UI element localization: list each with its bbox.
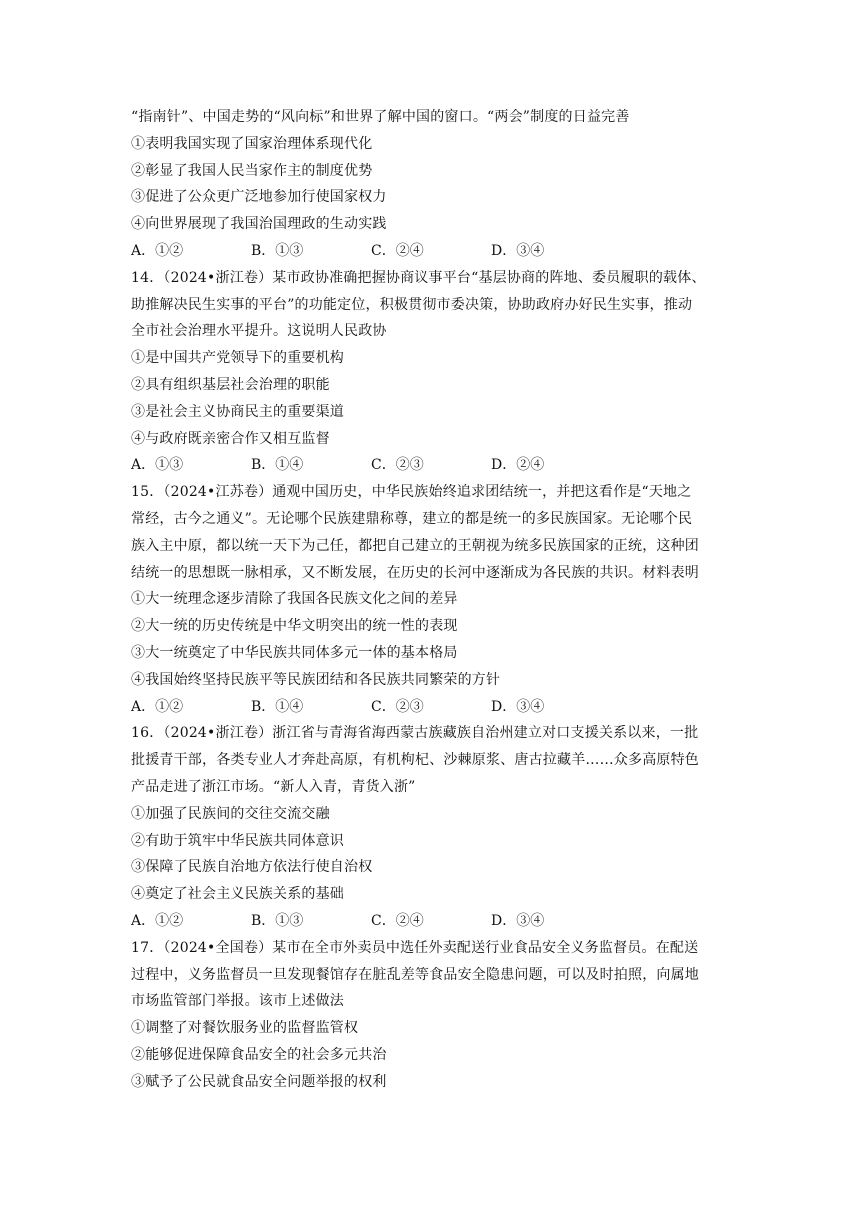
question-stem-line: 批援青干部，各类专业人才奔赴高原，有机枸杞、沙棘原浆、唐古拉藏羊……众多高原特色	[131, 752, 699, 769]
option-line: ②有助于筑牢中华民族共同体意识	[131, 832, 344, 849]
choice-a: A．①②	[131, 242, 184, 259]
option-line: ③是社会主义协商民主的重要渠道	[131, 403, 344, 420]
option-line: ③赋予了公民就食品安全问题举报的权利	[131, 1073, 387, 1090]
answer-choices	[131, 694, 731, 721]
choice-c: C．②③	[371, 457, 424, 474]
question-stem-line: 产品走进了浙江市场。“新人入青，青货入浙”	[131, 778, 416, 795]
answer-choices	[131, 452, 731, 479]
option-line: ④向世界展现了我国治国理政的生动实践	[131, 216, 387, 233]
choice-a: A．①②	[131, 698, 184, 715]
option-line: ①调整了对餐饮服务业的监督监管权	[131, 1020, 359, 1037]
option-line: ④我国始终坚持民族平等民族团结和各民族共同繁荣的方针	[131, 671, 501, 688]
question-stem-line: 市场监管部门举报。该市上述做法	[131, 993, 344, 1010]
question-stem-line: 15．（2024•江苏卷）通观中国历史，中华民族始终追求团结统一，并把这看作是“天地之	[131, 484, 692, 501]
choice-d: D．③④	[491, 242, 545, 259]
option-line: ②大一统的历史传统是中华文明突出的统一性的表现	[131, 618, 458, 635]
question-stem-line: 全市社会治理水平提升。这说明人民政协	[131, 323, 387, 340]
option-line: ③保障了民族自治地方依法行使自治权	[131, 859, 373, 876]
choice-c: C．②③	[371, 698, 424, 715]
option-line: ①加强了民族间的交往交流交融	[131, 805, 330, 822]
option-line: ④奠定了社会主义民族关系的基础	[131, 886, 344, 903]
option-line: ②能够促进保障食品安全的社会多元共治	[131, 1046, 387, 1063]
question-15	[131, 479, 731, 720]
answer-choices	[131, 238, 731, 265]
choice-b: B．①④	[251, 698, 304, 715]
question-stem-line: “指南针”、中国走势的“风向标”和世界了解中国的窗口。“两会”制度的日益完善	[131, 109, 630, 125]
question-stem-line: 助推解决民生实事的平台”的功能定位，积极贯彻市委决策，协助政府办好民生实事，推动	[131, 296, 693, 313]
choice-c: C．②④	[371, 242, 424, 259]
choice-c: C．②④	[371, 912, 424, 929]
choice-b: B．①③	[251, 912, 304, 929]
choice-a: A．①③	[131, 457, 184, 474]
option-line: ②具有组织基层社会治理的职能	[131, 376, 330, 393]
question-13	[131, 104, 731, 265]
question-stem-line: 16．（2024•浙江卷）浙江省与青海省海西蒙古族藏族自治州建立对口支援关系以来，一批	[131, 725, 699, 742]
question-stem-line: 17．（2024•全国卷）某市在全市外卖员中选任外卖配送行业食品安全义务监督员。在配送	[131, 939, 699, 956]
question-stem-line: 过程中，义务监督员一旦发现餐馆存在脏乱差等食品安全隐患问题，可以及时拍照，向属地	[131, 966, 699, 983]
answer-choices	[131, 908, 731, 935]
document-page	[131, 104, 731, 1095]
option-line: ①表明我国实现了国家治理体系现代化	[131, 135, 373, 152]
choice-d: D．③④	[491, 698, 545, 715]
choice-b: B．①③	[251, 242, 304, 259]
question-16	[131, 720, 731, 934]
option-line: ②彰显了我国人民当家作主的制度优势	[131, 162, 373, 179]
option-line: ③促进了公众更广泛地参加行使国家权力	[131, 189, 387, 206]
choice-b: B．①④	[251, 457, 304, 474]
choice-d: D．②④	[491, 457, 545, 474]
question-stem-line: 14．（2024•浙江卷）某市政协准确把握协商议事平台“基层协商的阵地、委员履职的载体、	[131, 269, 706, 286]
choice-a: A．①②	[131, 912, 184, 929]
option-line: ①是中国共产党领导下的重要机构	[131, 350, 344, 367]
option-line: ①大一统理念逐步清除了我国各民族文化之间的差异	[131, 591, 458, 608]
option-line: ③大一统奠定了中华民族共同体多元一体的基本格局	[131, 644, 458, 661]
question-stem-line: 结统一的思想既一脉相承，又不断发展，在历史的长河中逐渐成为各民族的共识。材料表明	[131, 564, 699, 581]
option-line: ④与政府既亲密合作又相互监督	[131, 430, 330, 447]
question-stem-line: 常经，古今之通义”。无论哪个民族建鼎称尊，建立的都是统一的多民族国家。无论哪个民	[131, 510, 693, 527]
choice-d: D．③④	[491, 912, 545, 929]
question-stem-line: 族入主中原，都以统一天下为己任，都把自己建立的王朝视为统多民族国家的正统，这种团	[131, 537, 699, 554]
question-14	[131, 265, 731, 479]
question-17	[131, 935, 731, 1096]
